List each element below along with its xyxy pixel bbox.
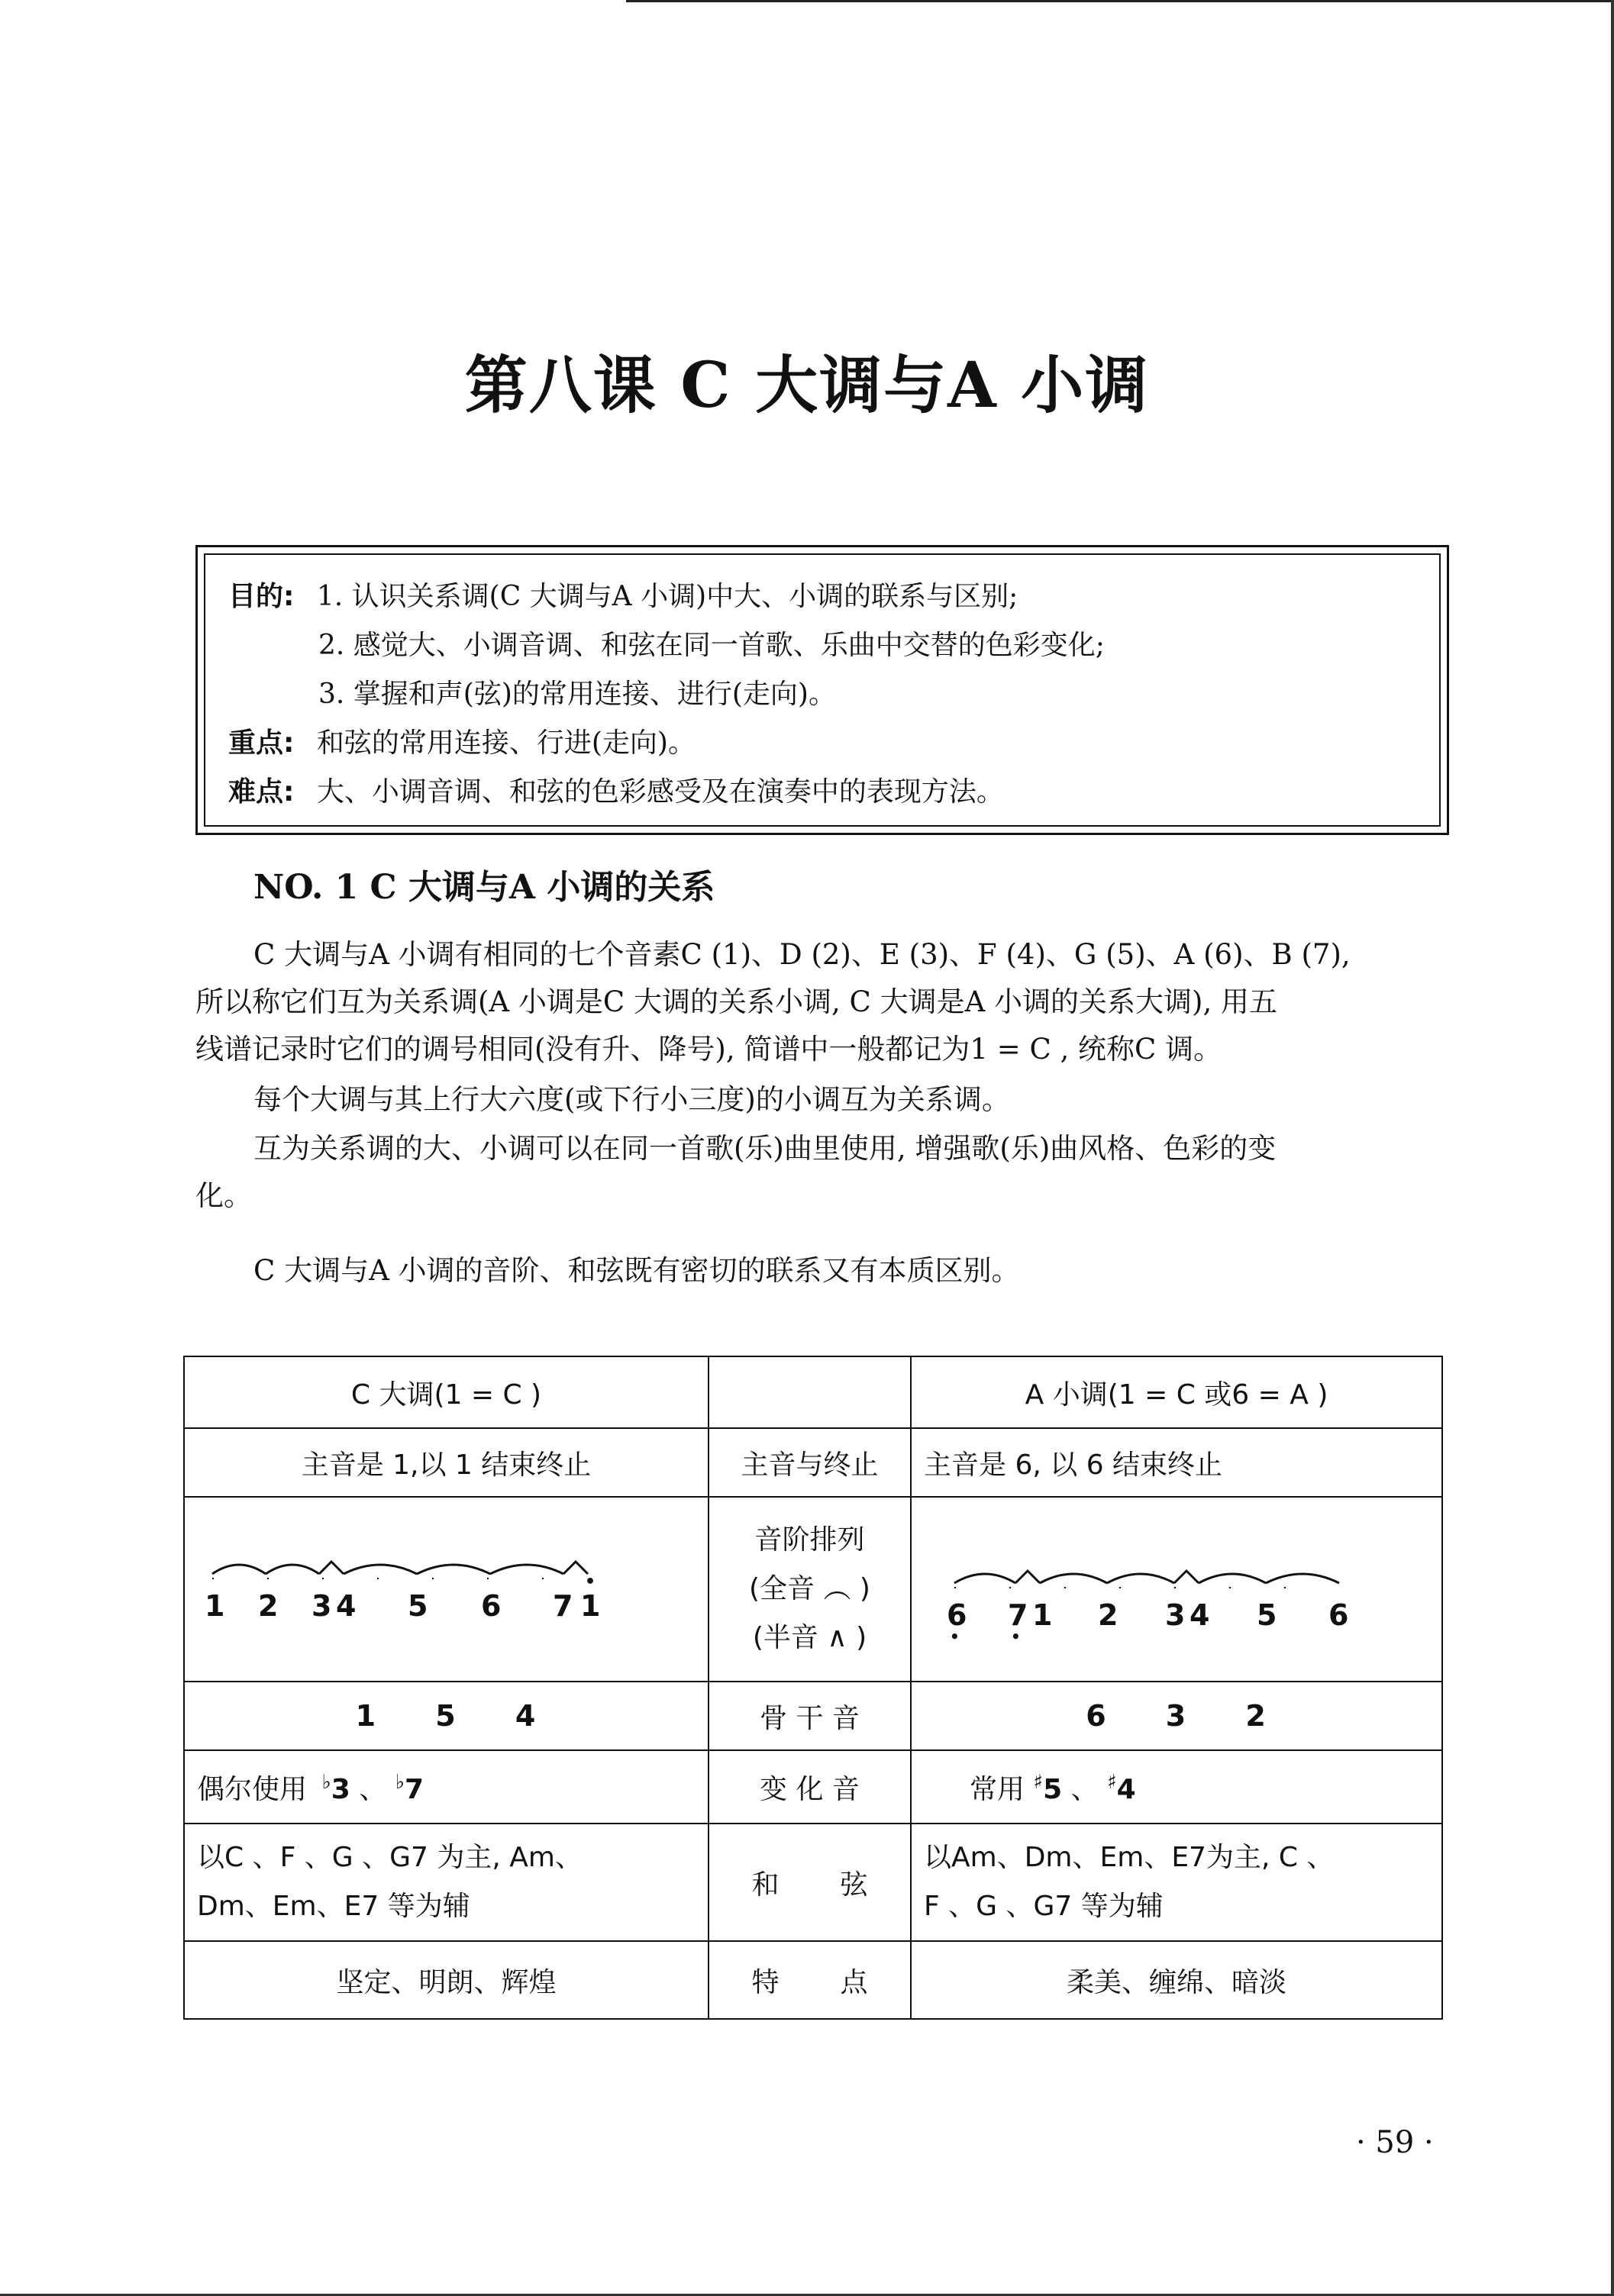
scale-label-3: (半音 ∧ ) (752, 1622, 867, 1653)
accidental-separator: 、 (359, 1773, 387, 1805)
section-heading: NO. 1 C 大调与A 小调的关系 (253, 868, 715, 907)
low-octave-dot: • (950, 1627, 961, 1646)
whole-tone-arc (344, 1565, 417, 1574)
whole-tone-arc (1040, 1574, 1107, 1583)
difficulty-row (228, 770, 1004, 809)
scale-label-1: 音阶排列 (754, 1524, 865, 1556)
chords-minor-line-1: 以Am、Dm、Em、E7为主, C 、 (924, 1842, 1335, 1873)
chords-label: 和 弦 (709, 1824, 911, 1941)
features-label: 特 点 (709, 1941, 911, 2019)
half-tone-mark (319, 1562, 344, 1574)
minor-note-8: 6 (1328, 1598, 1351, 1632)
scale-label-2: (全音 ︵ ) (749, 1573, 870, 1604)
minor-note-3: 1 (1032, 1598, 1054, 1632)
table-row-header (184, 1356, 1442, 1428)
page-title: 第八课 C 大调与A 小调 (464, 349, 1150, 422)
goal-item-1: 1. 认识关系调(C 大调与A 小调)中大、小调的联系与区别; (316, 581, 1018, 612)
accidental-separator: 、 (1070, 1773, 1099, 1805)
tonic-minor: 主音是 6, 以 6 结束终止 (911, 1428, 1442, 1497)
paragraph-line-4: 每个大调与其上行大六度(或下行小三度)的小调互为关系调。 (253, 1083, 1010, 1116)
sharp-icon: ♯ (1107, 1770, 1117, 1794)
goal-item-3: 3. 掌握和声(弦)的常用连接、进行(走向)。 (318, 679, 836, 710)
paragraph-line-3: 线谱记录时它们的调号相同(没有升、降号), 简谱中一般都记为1 = C , 统称C 调。 (195, 1033, 1222, 1066)
accidental-major (184, 1750, 709, 1824)
whole-tone-arc (490, 1565, 563, 1574)
major-note-5: 5 (408, 1589, 430, 1623)
major-note-8-high: 1 (580, 1589, 602, 1623)
header-middle (709, 1356, 911, 1428)
goals-box (195, 545, 1449, 835)
focus-label: 重点: (228, 727, 295, 759)
high-octave-dot: • (585, 1572, 598, 1591)
page-number: · 59 · (1356, 2125, 1434, 2160)
scale-label-cell (709, 1497, 911, 1682)
table-row-features (184, 1941, 1442, 2019)
scale-minor (924, 1513, 1429, 1666)
major-note-6: 6 (481, 1589, 503, 1623)
table-row-tonic (184, 1428, 1442, 1497)
table-row-accidental (184, 1750, 1442, 1824)
focus-row (228, 721, 696, 760)
minor-note-5: 3 (1165, 1598, 1187, 1632)
whole-tone-arc (266, 1565, 319, 1574)
accidental-minor (911, 1750, 1442, 1824)
accidental-minor-prefix: 常用 (970, 1773, 1025, 1805)
minor-scale-arcs (924, 1513, 1382, 1666)
minor-note-1-low: 6 (947, 1598, 969, 1632)
chords-major-line-2: Dm、Em、E7 等为辅 (197, 1891, 470, 1922)
flat-icon: ♭ (321, 1770, 331, 1794)
difficulty-text: 大、小调音调、和弦的色彩感受及在演奏中的表现方法。 (316, 776, 1004, 808)
tonic-label: 主音与终止 (709, 1428, 911, 1497)
scan-edge-top (626, 0, 1614, 2)
accidental-major-note-2: 7 (404, 1773, 424, 1805)
accidental-minor-note-1: 5 (1043, 1773, 1063, 1805)
goal-item-2: 2. 感觉大、小调音调、和弦在同一首歌、乐曲中交替的色彩变化; (318, 630, 1105, 661)
scale-major-cell (184, 1497, 709, 1682)
chords-major (184, 1824, 709, 1941)
whole-tone-arc (212, 1565, 266, 1574)
table-row-scale (184, 1497, 1442, 1682)
skeleton-major: 1 5 4 (184, 1682, 709, 1750)
major-note-1: 1 (205, 1589, 227, 1623)
features-major: 坚定、明朗、辉煌 (184, 1941, 709, 2019)
goal-row-1 (228, 575, 1018, 614)
sharp-icon: ♯ (1033, 1770, 1044, 1794)
low-octave-dot: • (1011, 1627, 1022, 1646)
skeleton-label: 骨 干 音 (709, 1682, 911, 1750)
paragraph-line-5: 互为关系调的大、小调可以在同一首歌(乐)曲里使用, 增强歌(乐)曲风格、色彩的变 (253, 1132, 1277, 1165)
minor-note-7: 5 (1257, 1598, 1279, 1632)
accidental-minor-note-2: 4 (1116, 1773, 1136, 1805)
tonic-major: 主音是 1,以 1 结束终止 (184, 1428, 709, 1497)
paragraph-line-7: C 大调与A 小调的音阶、和弦既有密切的联系又有本质区别。 (253, 1254, 1020, 1287)
whole-tone-arc (417, 1565, 490, 1574)
whole-tone-arc (954, 1574, 1015, 1583)
flat-icon: ♭ (395, 1770, 405, 1794)
header-minor: A 小调(1 = C 或6 = A ) (911, 1356, 1442, 1428)
minor-note-2-low: 7 (1008, 1598, 1030, 1632)
accidental-major-prefix: 偶尔使用 (197, 1773, 308, 1805)
chords-minor (911, 1824, 1442, 1941)
half-tone-mark (1174, 1571, 1199, 1583)
focus-text: 和弦的常用连接、行进(走向)。 (316, 727, 696, 759)
scale-minor-cell (911, 1497, 1442, 1682)
chords-minor-line-2: F 、G 、G7 等为辅 (924, 1891, 1164, 1922)
chords-major-line-1: 以C 、F 、G 、G7 为主, Am、 (197, 1842, 583, 1873)
accidental-label: 变 化 音 (709, 1750, 911, 1824)
whole-tone-arc (1266, 1574, 1339, 1583)
major-note-3: 3 (312, 1589, 334, 1623)
half-tone-mark (1015, 1571, 1040, 1583)
minor-note-6: 4 (1190, 1598, 1212, 1632)
minor-note-4: 2 (1098, 1598, 1120, 1632)
difficulty-label: 难点: (228, 776, 295, 808)
paragraph-line-6: 化。 (195, 1179, 252, 1212)
whole-tone-arc (1107, 1574, 1174, 1583)
major-note-4: 4 (336, 1589, 358, 1623)
header-major: C 大调(1 = C ) (184, 1356, 709, 1428)
whole-tone-arc (1199, 1574, 1266, 1583)
table-row-chords (184, 1824, 1442, 1941)
goal-label: 目的: (228, 581, 295, 612)
scale-major (197, 1513, 696, 1666)
comparison-table (183, 1356, 1443, 2020)
table-row-skeleton (184, 1682, 1442, 1750)
accidental-major-note-1: 3 (331, 1773, 350, 1805)
features-minor: 柔美、缠绵、暗淡 (911, 1941, 1442, 2019)
skeleton-minor: 6 3 2 (911, 1682, 1442, 1750)
paragraph-line-2: 所以称它们互为关系调(A 小调是C 大调的关系小调, C 大调是A 小调的关系大调), 用五 (195, 985, 1278, 1018)
paragraph-line-1: C 大调与A 小调有相同的七个音素C (1)、D (2)、E (3)、F (4)、G (5)、A (6)、B (7), (253, 938, 1351, 971)
major-note-2: 2 (258, 1589, 280, 1623)
major-note-7: 7 (553, 1589, 575, 1623)
